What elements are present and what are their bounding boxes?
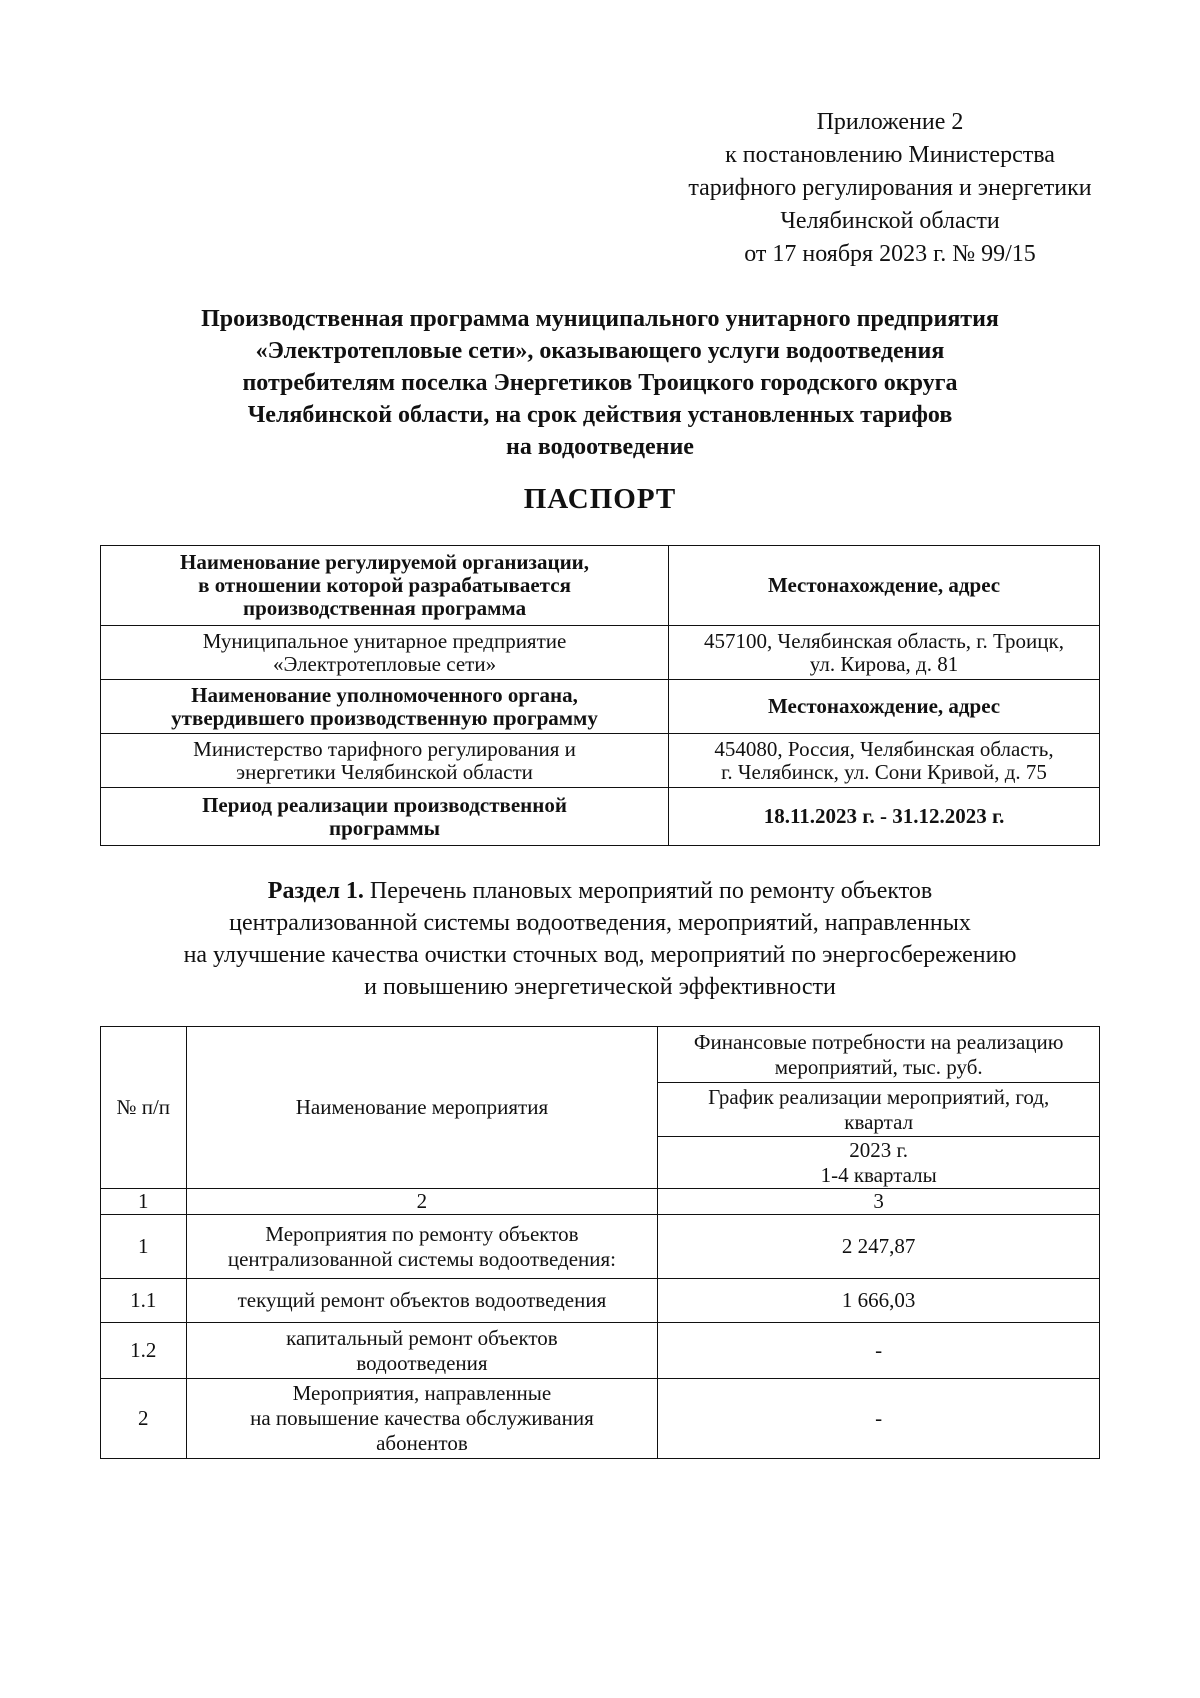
row-name (186, 1379, 658, 1459)
passport-cell (101, 734, 669, 788)
measures-header-row (101, 1027, 1100, 1083)
section-heading-line: и повышению энергетической эффективности (364, 974, 836, 1000)
appendix-line: тарифного регулирования и энергетики (688, 175, 1092, 201)
table-row (101, 1279, 1100, 1323)
section-heading-line: централизованной системы водоотведения, мероприятий, направленных (229, 910, 971, 936)
appendix-line: к постановлению Министерства (725, 142, 1055, 168)
passport-cell (669, 734, 1100, 788)
program-title-line: потребителям поселка Энергетиков Троицкого городского округа (242, 370, 958, 396)
cell-line: Мероприятия, направленные (292, 1381, 552, 1405)
table-row (101, 1379, 1100, 1459)
cell-line: энергетики Челябинской области (236, 759, 533, 784)
cell-line: в отношении которой разрабатывается (198, 573, 571, 597)
measures-table (100, 1026, 1100, 1459)
row-name (186, 1215, 658, 1279)
appendix-line: от 17 ноября 2023 г. № 99/15 (744, 241, 1036, 267)
cell-line: Местонахождение, адрес (767, 694, 1001, 718)
cell-line: производственная программа (242, 596, 527, 620)
cell-line: квартал (844, 1109, 914, 1134)
row-num: 2 (101, 1379, 187, 1459)
section-heading-line: на улучшение качества очистки сточных вод, мероприятий по энергосбережению (183, 942, 1017, 968)
cell-line: Мероприятия по ремонту объектов (265, 1221, 579, 1246)
header-schedule (658, 1083, 1100, 1137)
index-cell: 3 (658, 1189, 1100, 1215)
section-label: Раздел 1. (267, 878, 364, 904)
cell-line: абонентов (376, 1431, 468, 1455)
cell-line: ул. Кирова, д. 81 (809, 651, 959, 676)
cell-line: централизованной системы водоотведения: (227, 1246, 616, 1271)
cell-line: 2023 г. (849, 1137, 909, 1162)
program-title-line: Челябинской области, на срок действия установленных тарифов (247, 402, 953, 428)
header-finance (658, 1027, 1100, 1083)
passport-row (101, 680, 1100, 734)
row-name (186, 1323, 658, 1379)
passport-row (101, 788, 1100, 846)
passport-cell (669, 626, 1100, 680)
cell-line: Министерство тарифного регулирования и (193, 736, 576, 761)
table-row (101, 1215, 1100, 1279)
row-name (186, 1279, 658, 1323)
index-cell: 1 (101, 1189, 187, 1215)
cell-line: 18.11.2023 г. - 31.12.2023 г. (763, 804, 1005, 828)
header-name: Наименование мероприятия (186, 1027, 658, 1189)
appendix-line: Челябинской области (780, 208, 1000, 234)
passport-table (100, 545, 1100, 846)
cell-line: Муниципальное унитарное предприятие (202, 628, 567, 653)
row-num: 1.2 (101, 1323, 187, 1379)
cell-line: водоотведения (356, 1350, 488, 1375)
passport-row (101, 546, 1100, 626)
passport-cell (101, 788, 669, 846)
row-value: 2 247,87 (658, 1215, 1100, 1279)
row-value: 1 666,03 (658, 1279, 1100, 1323)
passport-row (101, 734, 1100, 788)
cell-line: 454080, Россия, Челябинская область, (714, 736, 1054, 761)
header-period (658, 1137, 1100, 1189)
cell-line: Наименование уполномоченного органа, (191, 682, 578, 707)
index-cell: 2 (186, 1189, 658, 1215)
cell-line: мероприятий, тыс. руб. (774, 1054, 983, 1079)
section-heading-text: Перечень плановых мероприятий по ремонту объектов (369, 878, 933, 904)
cell-line: Финансовые потребности на реализацию (693, 1029, 1064, 1054)
passport-cell (669, 680, 1100, 734)
cell-line: «Электротепловые сети» (272, 651, 497, 676)
cell-line: утвердившего производственную программу (171, 705, 598, 730)
cell-line: Период реализации производственной (202, 792, 567, 817)
cell-line: программы (329, 815, 441, 840)
section-1-heading (80, 875, 1120, 1003)
program-title-line: на водоотведение (506, 434, 694, 460)
passport-row (101, 626, 1100, 680)
measures-index-row (101, 1189, 1100, 1215)
cell-line: 1-4 кварталы (820, 1162, 937, 1187)
program-title-line: Производственная программа муниципального унитарного предприятия (201, 306, 999, 332)
table-row (101, 1323, 1100, 1379)
cell-line: Местонахождение, адрес (767, 573, 1001, 597)
program-title-line: «Электротепловые сети», оказывающего услуги водоотведения (255, 338, 945, 364)
passport-cell (669, 546, 1100, 626)
row-value: - (658, 1379, 1100, 1459)
cell-line: г. Челябинск, ул. Сони Кривой, д. 75 (721, 759, 1047, 784)
passport-cell (101, 626, 669, 680)
row-num: 1.1 (101, 1279, 187, 1323)
passport-heading: ПАСПОРТ (523, 483, 677, 515)
appendix-reference (590, 106, 1190, 271)
cell-line: График реализации мероприятий, год, (708, 1084, 1050, 1109)
row-num: 1 (101, 1215, 187, 1279)
program-title (100, 303, 1100, 463)
row-value: - (658, 1323, 1100, 1379)
cell-line: 457100, Челябинская область, г. Троицк, (704, 628, 1064, 653)
header-num: № п/п (101, 1027, 187, 1189)
section-heading-line (80, 875, 1120, 907)
cell-line: на повышение качества обслуживания (250, 1406, 594, 1430)
cell-line: капитальный ремонт объектов (286, 1325, 558, 1350)
passport-cell (101, 546, 669, 626)
passport-cell (669, 788, 1100, 846)
cell-line: текущий ремонт объектов водоотведения (237, 1288, 607, 1312)
passport-cell (101, 680, 669, 734)
appendix-line: Приложение 2 (816, 109, 964, 135)
cell-line: Наименование регулируемой организации, (180, 550, 590, 574)
